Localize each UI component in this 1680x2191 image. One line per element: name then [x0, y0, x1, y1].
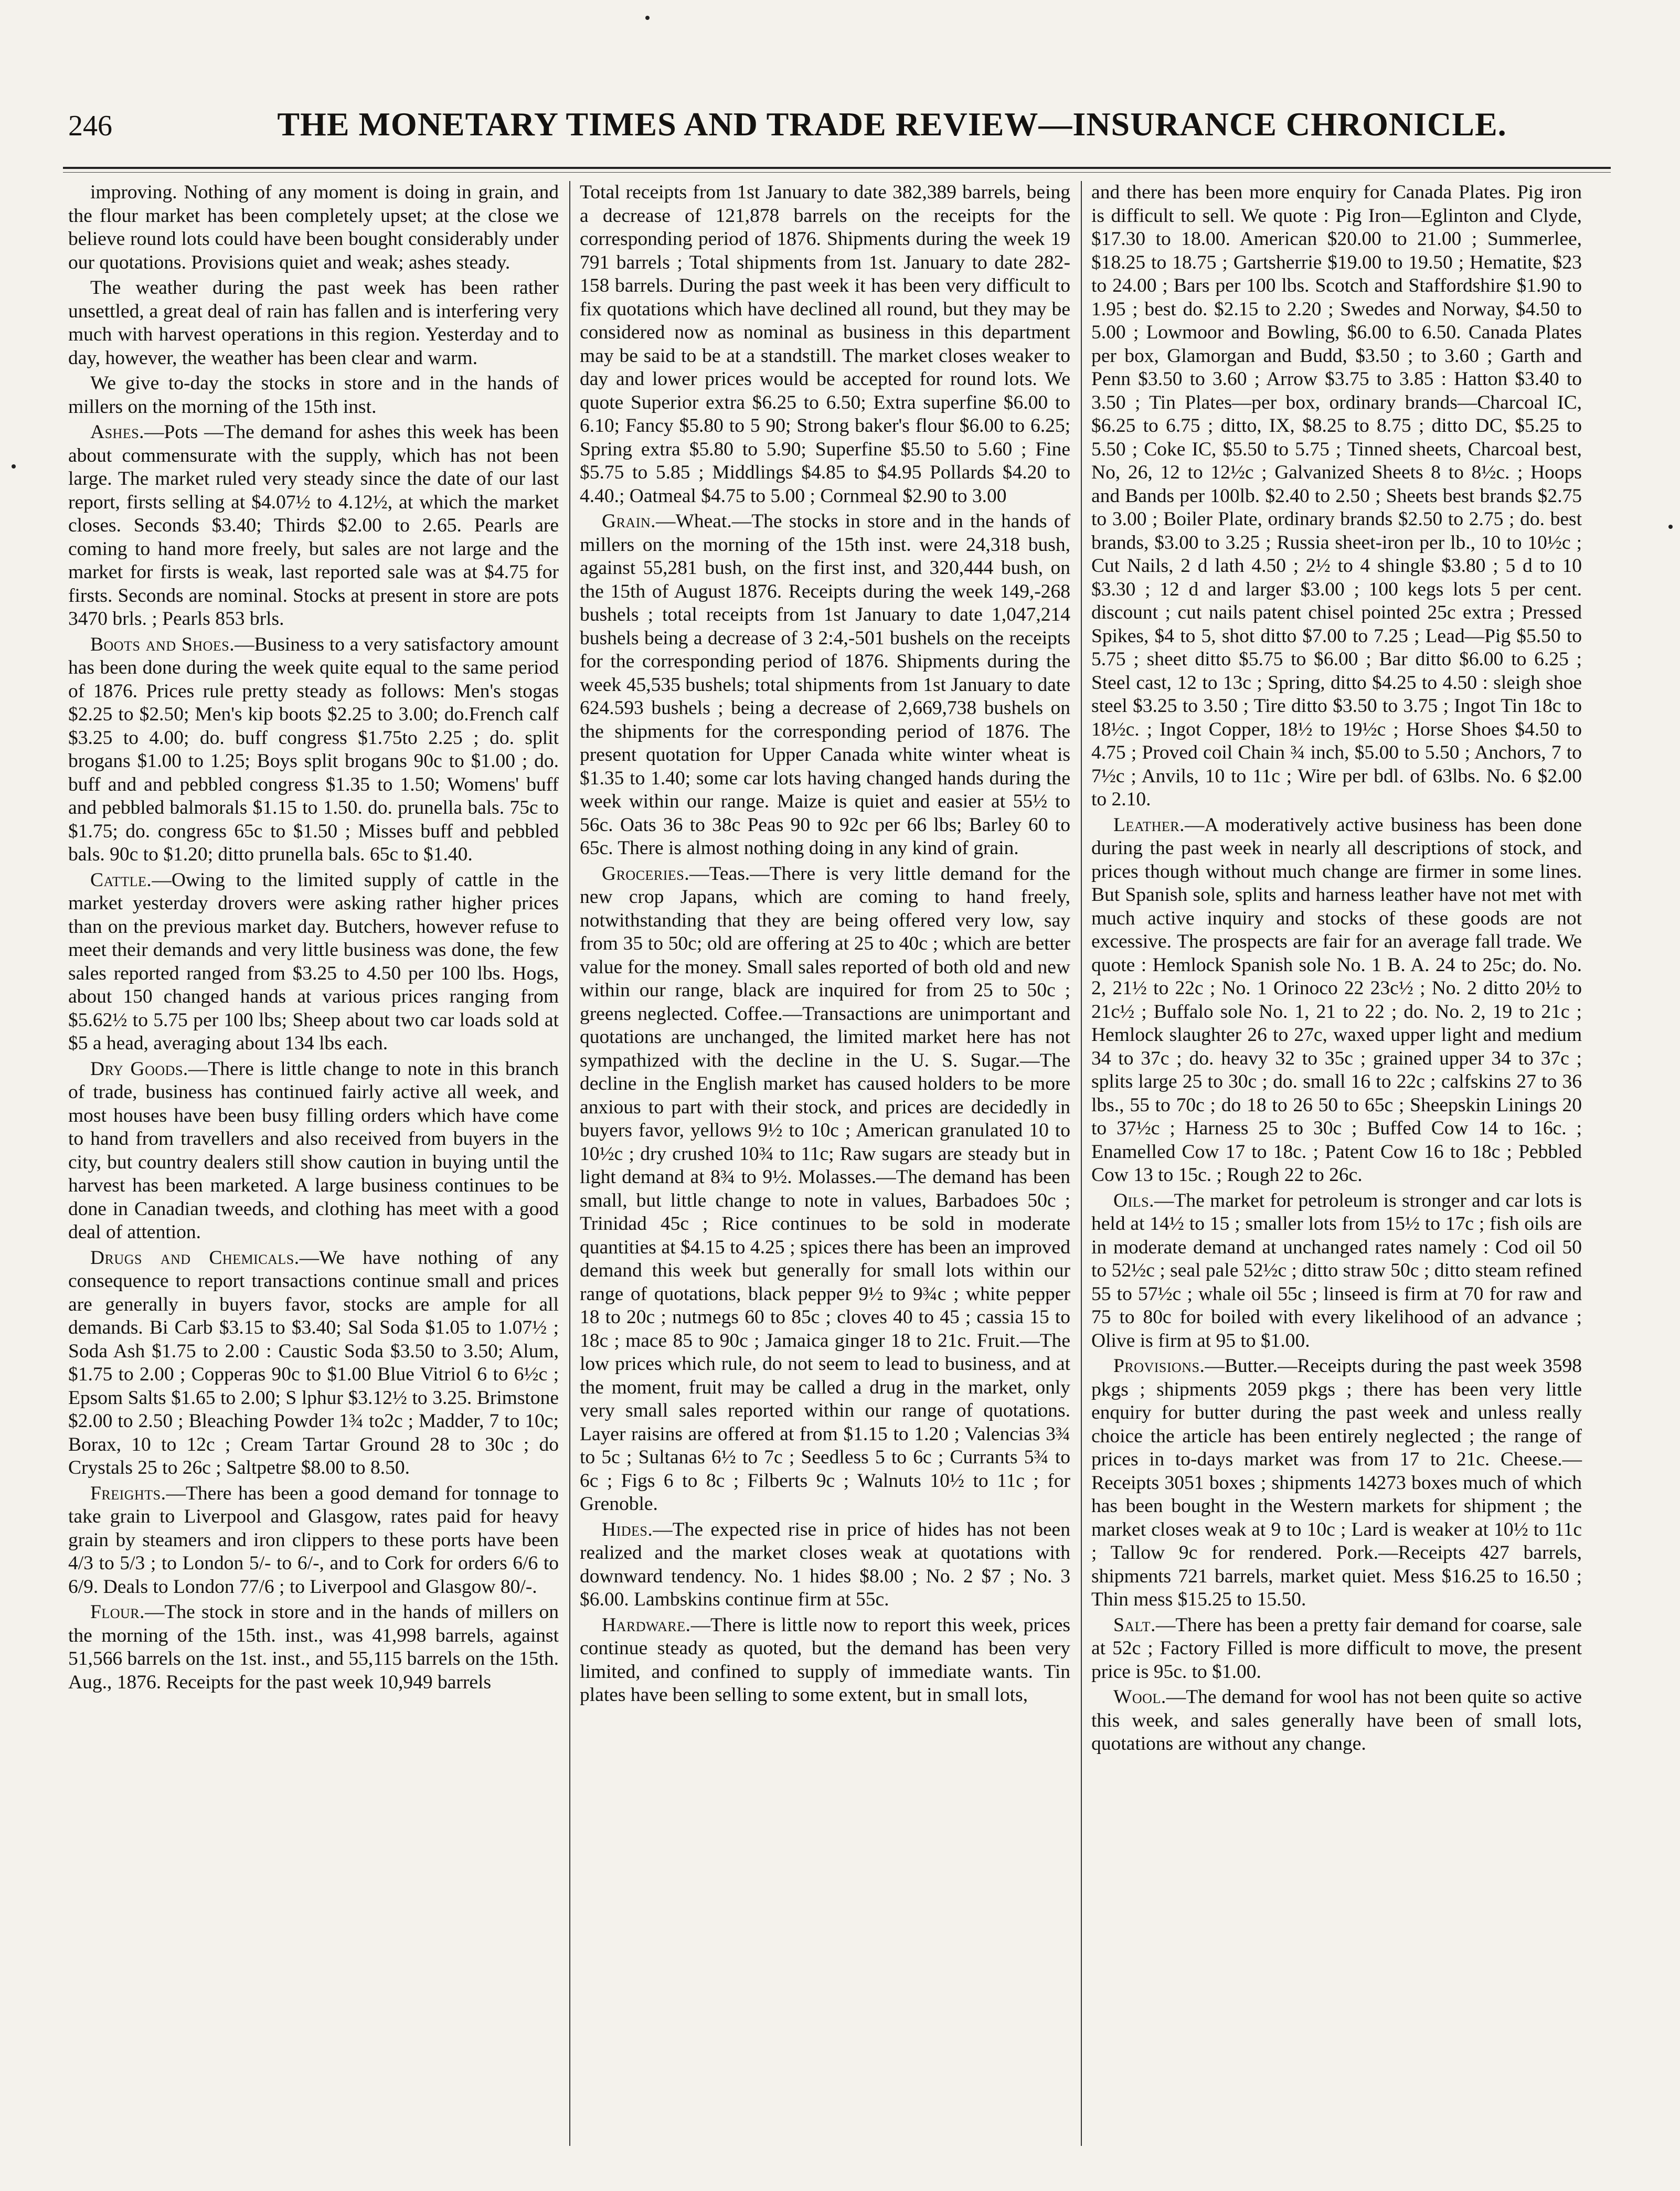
paragraph-text: —There has been a good demand for tonnage to take grain to Liverpool and Glasgow, rates paid for heavy grain by steamers and iron clippers to these ports have been 4/3 to 5/3 ; to London 5/- to 6/-, and to Cork for orders 6/6 to 6/9. Deals to London 77/6 ; to Liverpool and Glasgow 80/-. — [68, 1482, 559, 1598]
column-2 — [580, 181, 1070, 1709]
paragraph-text: —The stock in store and in the hands of millers on the morning of the 15th. inst., was 41,998 barrels, against 51,566 barrels on the 1st. inst., and 55,115 barrels on the 15th. Aug., 1876. Receipts for the past week 10,949 barrels — [68, 1601, 559, 1693]
article-paragraph — [68, 1601, 559, 1694]
section-heading: Groceries. — [602, 863, 690, 885]
article-paragraph — [68, 372, 559, 419]
article-paragraph — [1091, 1614, 1582, 1684]
section-heading: Oils. — [1113, 1189, 1154, 1211]
section-heading: Freights. — [90, 1482, 166, 1504]
page-header — [68, 100, 1611, 157]
margin-dot — [12, 464, 16, 469]
paragraph-text: —The expected rise in price of hides has not been realized and the market closes weak at quotations with downward tendency. No. 1 hides $8.00 ; No. 2 $7 ; No. 3 $6.00. Lambskins continue firm at 55c. — [580, 1518, 1070, 1610]
article-paragraph — [68, 633, 559, 867]
paragraph-text: —Business to a very satisfactory amount has been done during the week quite equal to the same period of 1876. Prices rule pretty steady as follows: Men's stogas $2.25 to $2.50; Men's kip boots $2.25 to 3.00; do.French calf $3.25 to 4.00; do. buff congress $1.75to 2.25 ; do. split brogans $1.00 to 1.25; Boys split brogans 90c to $1.00 ; do. buff and and pebbled congress $1.35 to 1.50; Womens' buff and pebbled balmorals $1.15 to 1.50. do. prunella bals. 75c to $1.75; do. congress 65c to $1.50 ; Misses buff and pebbled bals. 90c to $1.20; ditto prunella bals. 65c to $1.40. — [68, 633, 559, 865]
section-heading: Cattle. — [90, 869, 152, 891]
section-heading: Dry Goods. — [90, 1058, 188, 1080]
page-number: 246 — [68, 110, 112, 142]
article-paragraph — [1091, 1189, 1582, 1353]
paragraph-text: —Wheat.—The stocks in store and in the hands of millers on the morning of the 15th inst. were 24,318 bush, against 55,281 bush, on the first inst, and 320,444 bush, on the 15th of August 1876. Receipts during the week 149,-268 bushels ; total receipts from 1st January to date 1,047,214 bushels being a decrease of 3 2:4,-501 bushels on the receipts for the corresponding period of 1876. Shipments during the week 45,535 bushels; total shipments from 1st January to date 624.593 bushels ; being a decrease of 2,669,738 bushels on the shipments for the corresponding period of 1876. The present quotation for Upper Canada white winter wheat is $1.35 to 1.40; some car lots having changed hands during the week within our range. Maize is quiet and easier at 55½ to 56c. Oats 36 to 38c Peas 90 to 92c per 66 lbs; Barley 60 to 65c. There is almost nothing doing in any kind of grain. — [580, 510, 1070, 859]
section-heading: Salt. — [1113, 1614, 1156, 1636]
article-paragraph — [68, 276, 559, 370]
paragraph-text: —A moderatively active business has been done during the past week in nearly all descriptions of stock, and prices though without much change are firmer in some lines. But Spanish sole, splits and harness leather have not met with much active inquiry and stocks of these goods are not excessive. The prospects are fair for an average fall trade. We quote : Hemlock Spanish sole No. 1 B. A. 24 to 25c; do. No. 2, 21½ to 22c ; No. 1 Orinoco 22 23c½ ; No. 2 ditto 20½ to 21c½ ; Buffalo sole No. 1, 21 to 22 ; do. No. 2, 19 to 21c ; Hemlock slaughter 26 to 27c, waxed upper light and medium 34 to 37c ; do. heavy 32 to 35c ; grained upper 34 to 37c ; splits large 25 to 30c ; do. small 16 to 22c ; calfskins 27 to 36 lbs., 55 to 70c ; do 18 to 26 50 to 65c ; Sheepskin Linings 20 to 37½c ; Harness 25 to 30c ; Buffed Cow 14 to 16c. ; Enamelled Cow 17 to 18c. ; Patent Cow 16 to 18c ; Pebbled Cow 13 to 15c. ; Rough 22 to 26c. — [1091, 814, 1582, 1186]
paragraph-text: —There is little now to report this week, prices continue steady as quoted, but the demand has been very limited, and confined to supply of immediate wants. Tin plates have been selling to some extent, but in small lots, — [580, 1614, 1070, 1706]
article-paragraph — [1091, 181, 1582, 812]
section-heading: Drugs and Chemicals. — [90, 1247, 300, 1269]
margin-dot — [1668, 525, 1673, 529]
article-paragraph — [580, 510, 1070, 860]
article-paragraph — [1091, 1686, 1582, 1756]
paragraph-text: —Pots —The demand for ashes this week has been about commensurate with the supply, which has not been large. The market ruled very steady since the date of our last report, firsts selling at $4.07½ to 4.12½, at which the market closes. Seconds $3.40; Thirds $2.00 to 2.65. Pearls are coming to hand more freely, but sales are not large and the market for firsts is weak, last reported sale was at $4.75 for firsts. Seconds are nominal. Stocks at present in store are pots 3470 brls. ; Pearls 853 brls. — [68, 421, 559, 630]
paragraph-text: —Butter.—Receipts during the past week 3598 pkgs ; shipments 2059 pkgs ; there has been very little enquiry for butter during the past week and unless really choice the article has been entirely neglected ; the range of prices in to-days market was from 17 to 21c. Cheese.—Receipts 3051 boxes ; shipments 14273 boxes much of which has been bought in the Western markets for shipment ; the market closes weak at 9 to 10c ; Lard is weaker at 10½ to 11c ; Tallow 9c for rendered. Pork.—Receipts 427 barrels, shipments 721 barrels, market quiet. Mess $16.25 to 16.50 ; Thin mess $15.25 to 15.50. — [1091, 1355, 1582, 1610]
paragraph-text: improving. Nothing of any moment is doing in grain, and the flour market has been completely upset; at the close we believe round lots could have been bought considerably under our quotations. Provisions quiet and weak; ashes steady. — [68, 182, 559, 273]
paragraph-text: Total receipts from 1st January to date 382,389 barrels, being a decrease of 121,878 barrels on the receipts for the corresponding period of 1876. Shipments during the week 19 791 barrels ; Total shipments from 1st. January to date 282-158 barrels. During the past week it has been very difficult to fix quotations which have declined all round, but they may be considered now as nominal as business in this department may be said to be at a standstill. The market closes weaker to day and lower prices would be accepted for round lots. We quote Superior extra $6.25 to 6.50; Extra superfine $6.00 to 6.10; Fancy $5.80 to 5 90; Strong baker's flour $6.00 to 6.25; Spring extra $5.80 to 5.90; Superfine $5.50 to 5.60 ; Fine $5.75 to 5.85 ; Middlings $4.85 to $4.95 Pollards $4.20 to 4.40.; Oatmeal $4.75 to 5.00 ; Cornmeal $2.90 to 3.00 — [580, 182, 1070, 507]
section-heading: Leather. — [1113, 814, 1185, 836]
column-3 — [1091, 181, 1582, 1758]
column-divider — [569, 181, 570, 2146]
section-heading: Flour. — [90, 1601, 145, 1623]
header-rule — [63, 167, 1611, 169]
article-paragraph — [68, 1058, 559, 1245]
section-heading: Provisions. — [1113, 1355, 1205, 1377]
paragraph-text: The weather during the past week has been rather unsettled, a great deal of rain has fallen and is interfering very much with harvest operations in this region. Yesterday and to day, however, the weather has been clear and warm. — [68, 277, 559, 369]
paragraph-text: We give to-day the stocks in store and in the hands of millers on the morning of the 15th inst. — [68, 373, 559, 418]
article-paragraph — [68, 1482, 559, 1599]
section-heading: Hides. — [602, 1518, 653, 1540]
paragraph-text: and there has been more enquiry for Canada Plates. Pig iron is difficult to sell. We quote : Pig Iron—Eglinton and Clyde, $17.30 to 18.00. American $20.00 to 21.00 ; Summerlee, $18.25 to 18.75 ; Gartsherrie $19.00 to 19.50 ; Hematite, $23 to 24.00 ; Bars per 100 lbs. Scotch and Staffordshire $1.90 to 1.95 ; best do. $2.15 to 2.20 ; Swedes and Norway, $4.50 to 5.00 ; Lowmoor and Bowling, $6.00 to 6.50. Canada Plates per box, Glamorgan and Budd, $3.50 ; to 3.60 ; Garth and Penn $3.50 to 3.60 ; Arrow $3.75 to 3.85 : Hatton $3.40 to 3.50 ; Tin Plates—per box, ordinary brands—Charcoal IC, $6.25 to 6.75 ; ditto, IX, $8.25 to 8.75 ; ditto DC, $5.25 to 5.50 ; Coke IC, $5.50 to 5.75 ; Tinned sheets, Charcoal best, No, 26, 12 to 12½c ; Galvanized Sheets 8 to 8½c. ; Hoops and Bands per 100lb. $2.40 to 2.50 ; Sheets best brands $2.75 to 3.00 ; Boiler Plate, ordinary brands $2.50 to 2.75 ; do. best brands, $3.00 to 3.25 ; Russia sheet-iron per lb., 10 to 10½c ; Cut Nails, 2 d lath 4.50 ; 2½ to 4 shingle $3.80 ; 5 d to 10 $3.30 ; 12 d and larger $3.00 ; 100 kegs lots 5 per cent. discount ; cut nails patent chisel pointed 25c extra ; Pressed Spikes, $4 to 5, shot ditto $7.00 to 7.25 ; Lead—Pig $5.50 to 5.75 ; sheet ditto $5.75 to $6.00 ; Bar ditto $6.00 to 6.25 ; Steel cast, 12 to 13c ; Spring, ditto $4.25 to 4.50 : sleigh shoe steel $3.25 to 3.50 ; Tire ditto $3.50 to 3.75 ; Ingot Tin 18c to 18½c. ; Ingot Copper, 18½ to 19½c ; Horse Shoes $4.50 to 4.75 ; Proved coil Chain ¾ inch, $5.00 to 5.50 ; Anchors, 7 to 7½c ; Anvils, 10 to 11c ; Wire per bdl. of 63lbs. No. 6 $2.00 to 2.10. — [1091, 182, 1582, 810]
section-heading: Grain. — [602, 510, 656, 532]
section-heading: Hardware. — [602, 1614, 691, 1636]
article-paragraph — [68, 181, 559, 274]
article-paragraph — [580, 1518, 1070, 1612]
column-1 — [68, 181, 559, 1696]
paragraph-text: —We have nothing of any consequence to report transactions continue small and prices are generally in buyers favor, stocks are ample for all demands. Bi Carb $3.15 to $3.40; Sal Soda $1.05 to 1.07½ ; Soda Ash $1.75 to 2.00 : Caustic Soda $3.50 to 3.50; Alum, $1.75 to 2.00 ; Copperas 90c to $1.00 Blue Vitriol 6 to 6½c ; Epsom Salts $1.65 to 2.00; S lphur $3.12½ to 3.25. Brimstone $2.00 to 2.50 ; Bleaching Powder 1¾ to2c ; Madder, 7 to 10c; Borax, 10 to 12c ; Cream Tartar Ground 28 to 30c ; do Crystals 25 to 26c ; Saltpetre $8.00 to 8.50. — [68, 1247, 559, 1479]
article-paragraph — [68, 421, 559, 631]
section-heading: Boots and Shoes. — [90, 633, 235, 655]
article-paragraph — [1091, 814, 1582, 1187]
paragraph-text: —There has been a pretty fair demand for coarse, sale at 52c ; Factory Filled is more difficult to move, the present price is 95c. to $1.00. — [1091, 1614, 1582, 1683]
article-paragraph — [580, 181, 1070, 508]
paragraph-text: —The market for petroleum is stronger and car lots is held at 14½ to 15 ; smaller lots from 15½ to 17c ; fish oils are in moderate demand at unchanged rates namely : Cod oil 50 to 52½c ; seal pale 52½c ; ditto straw 50c ; ditto steam refined 55 to 57½c ; whale oil 55c ; linseed is firm at 70 for raw and 75 to 80c for boiled with every likelihood of an advance ; Olive is firm at 95 to $1.00. — [1091, 1189, 1582, 1352]
margin-dot — [645, 16, 650, 20]
article-paragraph — [580, 863, 1070, 1516]
section-heading: Ashes. — [90, 421, 145, 443]
paragraph-text: —There is little change to note in this branch of trade, business has continued fairly active all week, and most houses have been busy filling orders which have come to hand from travellers and also received from buyers in the city, but country dealers still show caution in buying until the harvest has been marketed. A large business continues to be done in Canadian tweeds, and clothing has meet with a good deal of attention. — [68, 1058, 559, 1243]
paragraph-text: —The demand for wool has not been quite so active this week, and sales generally have been of small lots, quotations are without any change. — [1091, 1686, 1582, 1754]
section-heading: Wool. — [1113, 1686, 1166, 1708]
header-rule-thin — [63, 172, 1611, 173]
article-paragraph — [68, 869, 559, 1056]
paragraph-text: —Teas.—There is very little demand for the new crop Japans, which are coming to hand freely, notwithstanding that they are being offered very low, say from 35 to 50c; old are offering at 25 to 40c ; which are better value for the money. Small sales reported of both old and new within our range, black are inquired for from 25 to 50c ; greens neglected. Coffee.—Transactions are unimportant and quotations are unchanged, the limited market here has not sympathized with the decline in the U. S. Sugar.—The decline in the English market has caused holders to be more anxious to part with their stock, and prices are decidedly in buyers favor, yellows 9½ to 10c ; American granulated 10 to 10½c ; dry crushed 10¾ to 11c; Raw sugars are steady but in light demand at 8¾ to 9½. Molasses.—The demand has been small, but little change to note in values, Barbadoes 50c ; Trinidad 45c ; Rice continues to be sold in moderate quantities at $4.15 to 4.25 ; spices there has been an improved demand this week but generally for small lots within our range of quotations, black pepper 9½ to 9¾c ; white pepper 18 to 20c ; nutmegs 60 to 85c ; cloves 40 to 45 ; cassia 15 to 18c ; mace 85 to 90c ; Jamaica ginger 18 to 21c. Fruit.—The low prices which rule, do not seem to lead to business, and at the moment, fruit may be called a drug in the market, only very small sales reported within our range of quotations. Layer raisins are offered at from $1.15 to 1.20 ; Valencias 3¾ to 5c ; Sultanas 6½ to 7c ; Seedless 5 to 6c ; Currants 5¾ to 6c ; Figs 6 to 8c ; Filberts 9c ; Walnuts 10½ to 11c ; for Grenoble. — [580, 863, 1070, 1515]
paragraph-text: —Owing to the limited supply of cattle in the market yesterday drovers were asking rather higher prices than on the previous market day. Butchers, however refuse to meet their demands and very little business was done, the few sales reported ranged from $3.25 to 4.50 per 100 lbs. Hogs, about 150 changed hands at various prices ranging from $5.62½ to 5.75 per 100 lbs; Sheep about two car loads sold at $5 a head, averaging about 134 lbs each. — [68, 869, 559, 1054]
running-head: THE MONETARY TIMES AND TRADE REVIEW—INSURANCE CHRONICLE. — [277, 105, 1507, 143]
article-paragraph — [68, 1247, 559, 1480]
column-divider — [1081, 181, 1082, 2146]
article-paragraph — [580, 1614, 1070, 1707]
article-paragraph — [1091, 1355, 1582, 1612]
